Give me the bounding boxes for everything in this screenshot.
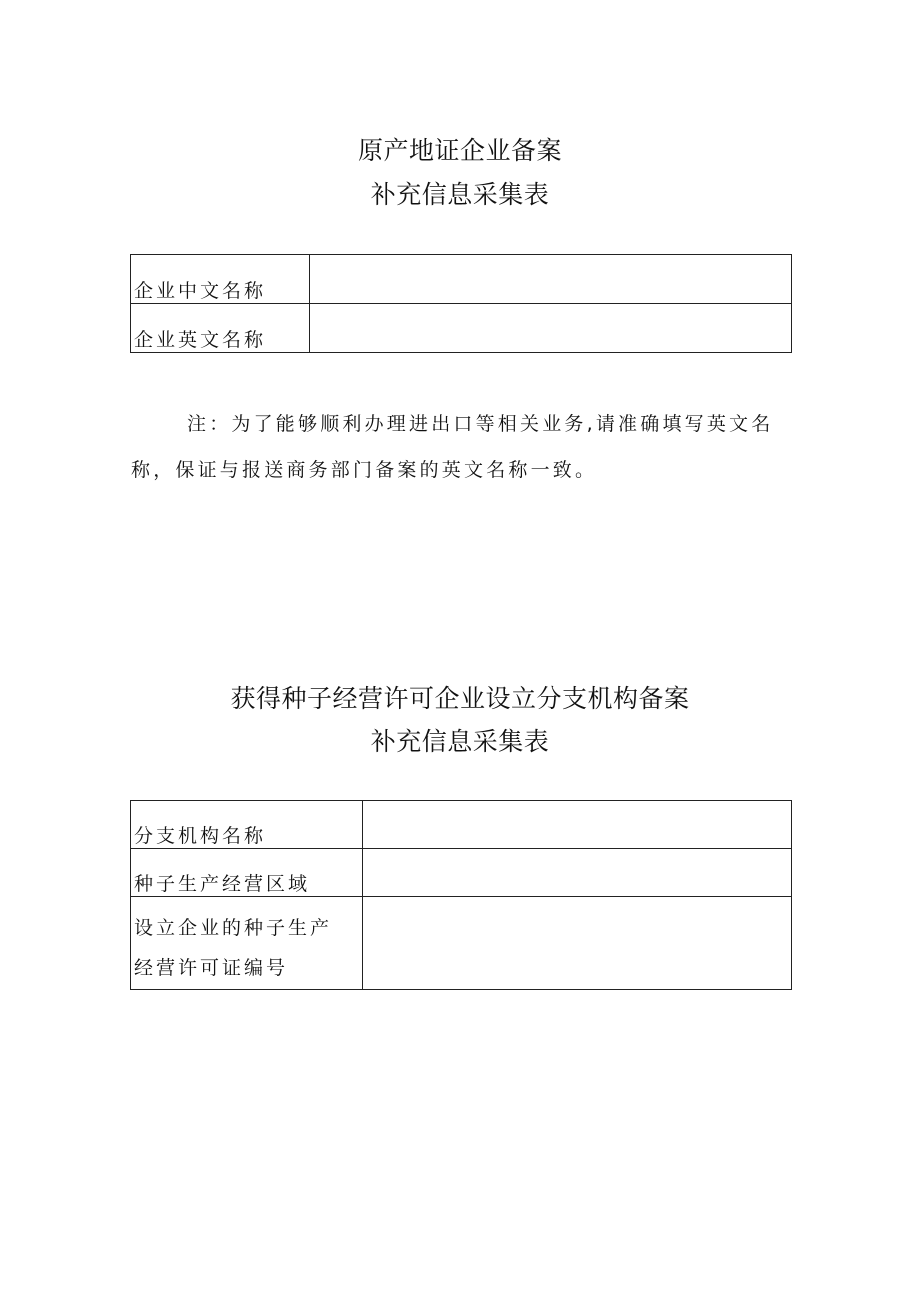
table-row: [131, 897, 792, 990]
form2-table: [130, 800, 792, 990]
table-row: [131, 849, 792, 897]
field-value-seed-business-region[interactable]: [363, 849, 792, 897]
field-value-company-cn-name[interactable]: [310, 255, 792, 304]
form2-title-line1: 获得种子经营许可企业设立分支机构备案: [230, 684, 690, 713]
table-row: [131, 304, 792, 353]
form1-title-line1: 原产地证企业备案: [357, 136, 562, 165]
field-value-branch-name[interactable]: [363, 801, 792, 849]
form1-note: 注：为了能够顺利办理进出口等相关业务,请准确填写英文名称，保证与报送商务部门备案的英文名称一致。: [131, 413, 774, 481]
field-label-license-number-line2: 经营许可证编号: [134, 957, 289, 979]
field-value-company-en-name[interactable]: [310, 304, 792, 353]
field-label-branch-name: 分支机构名称: [131, 801, 363, 849]
table-row: [131, 801, 792, 849]
field-label-seed-business-region: 种子生产经营区域: [131, 849, 363, 897]
form1-title-line2: 补充信息采集表: [370, 180, 550, 209]
form2-title-line2: 补充信息采集表: [370, 727, 550, 756]
table-row: [131, 255, 792, 304]
field-label-company-cn-name: 企业中文名称: [131, 255, 310, 304]
field-label-license-number-line1: 设立企业的种子生产: [134, 917, 333, 939]
field-label-license-number: [131, 897, 363, 990]
form1-table: [130, 254, 792, 353]
field-label-company-en-name: 企业英文名称: [131, 304, 310, 353]
field-value-license-number[interactable]: [363, 897, 792, 990]
